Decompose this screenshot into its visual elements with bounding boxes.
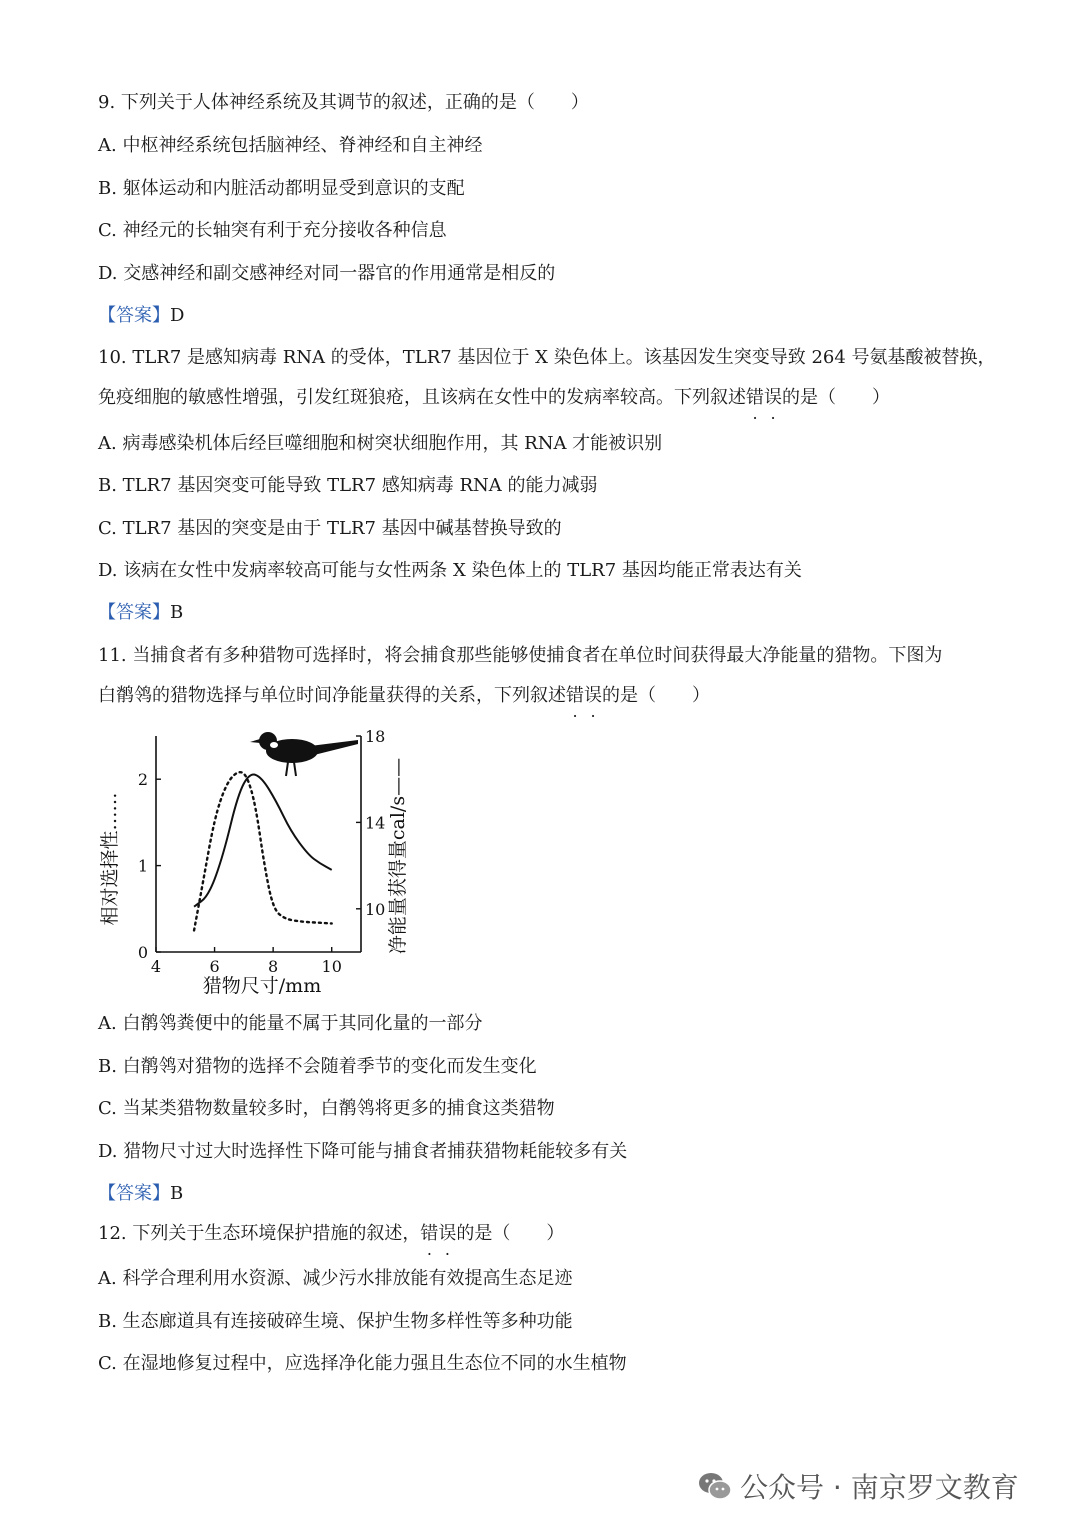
y-left-tick-label: 1 <box>137 856 148 876</box>
x-tick-label: 10 <box>321 957 342 976</box>
q10-stem-line2-pre: 免疫细胞的敏感性增强，引发红斑狼疮，且该病在女性中的发病率较高。下列叙述 <box>98 387 746 408</box>
net-energy-solid-line <box>194 775 332 907</box>
emphasis-char: 误 <box>764 387 782 408</box>
chart-series <box>194 772 332 930</box>
wechat-icon <box>698 1471 732 1501</box>
answer-tag: 【答案】 <box>98 305 170 326</box>
q12-option-b: B. 生态廊道具有连接破碎生境、保护生物多样性等多种功能 <box>98 1311 573 1332</box>
answer-tag: 【答案】 <box>98 1183 170 1204</box>
prey-selection-chart <box>96 724 426 1004</box>
q10-stem-line2 <box>98 386 890 410</box>
q11-stem-line2 <box>98 684 710 708</box>
q12-stem-post: 的是（ ） <box>456 1223 565 1244</box>
q11-stem-line2-post: 的是（ ） <box>602 685 710 706</box>
x-tick-label: 4 <box>150 957 162 976</box>
y-left-tick-label: 0 <box>137 943 148 962</box>
answer-value: B <box>170 1183 184 1204</box>
q11-answer <box>98 1182 183 1206</box>
emphasis-char: 错 <box>746 387 764 408</box>
q12-option-a: A. 科学合理利用水资源、减少污水排放能有效提高生态足迹 <box>98 1268 573 1289</box>
q9-answer <box>98 304 184 328</box>
tick-marks <box>156 736 361 952</box>
q10-option-a: A. 病毒感染机体后经巨噬细胞和树突状细胞作用，其 RNA 才能被识别 <box>98 433 663 454</box>
q9-option-a: A. 中枢神经系统包括脑神经、脊神经和自主神经 <box>98 135 483 156</box>
watermark <box>698 1466 1019 1506</box>
q12-stem-pre: 12. 下列关于生态环境保护措施的叙述， <box>98 1223 421 1244</box>
y-right-tick-label: 10 <box>365 899 386 919</box>
q12-option-c: C. 在湿地修复过程中，应选择净化能力强且生态位不同的水生植物 <box>98 1353 627 1374</box>
q10-answer <box>98 601 183 625</box>
x-tick-label: 8 <box>268 957 279 976</box>
emphasis-char: 错 <box>566 685 584 706</box>
q11-option-b: B. 白鹡鸰对猎物的选择不会随着季节的变化而发生变化 <box>98 1056 537 1077</box>
y-left-tick-label: 2 <box>137 770 148 790</box>
q11-option-d: D. 猎物尺寸过大时选择性下降可能与捕食者捕获猎物耗能较多有关 <box>98 1141 628 1162</box>
x-axis-label: 猎物尺寸/mm <box>202 975 322 997</box>
y-left-label: 相对选择性…… <box>99 792 121 926</box>
q9-option-d: D. 交感神经和副交感神经对同一器官的作用通常是相反的 <box>98 263 556 284</box>
q10-option-c: C. TLR7 基因的突变是由于 TLR7 基因中碱基替换导致的 <box>98 518 562 539</box>
q10-option-b: B. TLR7 基因突变可能导致 TLR7 感知病毒 RNA 的能力减弱 <box>98 475 598 496</box>
q12-stem <box>98 1222 564 1246</box>
x-tick-label: 6 <box>209 957 220 976</box>
answer-value: B <box>170 602 184 623</box>
q10-stem-line2-post: 的是（ ） <box>782 387 890 408</box>
emphasis-char: 错 <box>420 1223 439 1244</box>
q9-option-c: C. 神经元的长轴突有利于充分接收各种信息 <box>98 220 447 241</box>
wagtail-bird-icon <box>250 732 358 776</box>
q11-stem-line1: 11. 当捕食者有多种猎物可选择时，将会捕食那些能够使捕食者在单位时间获得最大净能量的猎物。下图为 <box>98 645 943 666</box>
q11-stem-line2-pre: 白鹡鸰的猎物选择与单位时间净能量获得的关系，下列叙述 <box>98 685 566 706</box>
y-right-label: 净能量获得量cal/s—— <box>387 757 409 955</box>
answer-tag: 【答案】 <box>98 602 170 623</box>
q10-stem-line1: 10. TLR7 是感知病毒 RNA 的受体，TLR7 基因位于 X 染色体上。该基因发生突变导致 264 号氨基酸被替换， <box>98 347 996 368</box>
y-right-tick-label: 14 <box>365 813 386 833</box>
emphasis-char: 误 <box>584 685 602 706</box>
q9-option-b: B. 躯体运动和内脏活动都明显受到意识的支配 <box>98 178 465 199</box>
q11-option-a: A. 白鹡鸰粪便中的能量不属于其同化量的一部分 <box>98 1013 483 1034</box>
answer-value: D <box>170 305 185 326</box>
y-right-tick-label: 18 <box>365 727 386 746</box>
q10-option-d: D. 该病在女性中发病率较高可能与女性两条 X 染色体上的 TLR7 基因均能正常表达有关 <box>98 560 802 581</box>
emphasis-char: 误 <box>438 1223 457 1244</box>
q11-option-c: C. 当某类猎物数量较多时，白鹡鸰将更多的捕食这类猎物 <box>98 1098 555 1119</box>
q9-stem: 9. 下列关于人体神经系统及其调节的叙述，正确的是（ ） <box>98 92 589 113</box>
chart-axes <box>156 736 361 952</box>
watermark-text: 公众号 · 南京罗文教育 <box>740 1471 1019 1504</box>
selectivity-dotted-line <box>194 772 332 930</box>
